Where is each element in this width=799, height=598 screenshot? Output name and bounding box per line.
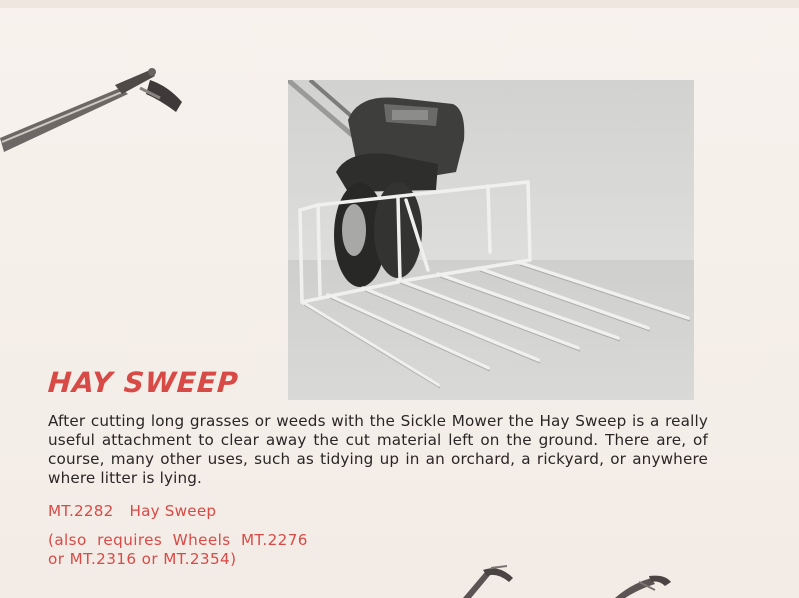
requirements-note: [48, 531, 308, 569]
order-name: Hay Sweep: [129, 502, 217, 520]
section-title: HAY SWEEP: [46, 366, 240, 399]
hay-sweep-photo: [288, 80, 694, 400]
bottom-illustrations: [455, 560, 695, 598]
requirements-line-1: (also requires Wheels MT.2276: [48, 531, 308, 549]
requirements-line-2: or MT.2316 or MT.2354): [48, 550, 237, 568]
description-paragraph: After cutting long grasses or weeds with the Sickle Mower the Hay Sweep is a really useful attachment to clear away the cut material left on the ground. There are, of course, many other uses, such as tidying up in an orchard, a rickyard, or anywhere where litter is lying.: [48, 412, 708, 487]
order-code: MT.2282: [48, 502, 114, 520]
handle-illustration: [0, 60, 190, 170]
top-stripe: [0, 0, 799, 8]
order-line: [48, 502, 216, 521]
